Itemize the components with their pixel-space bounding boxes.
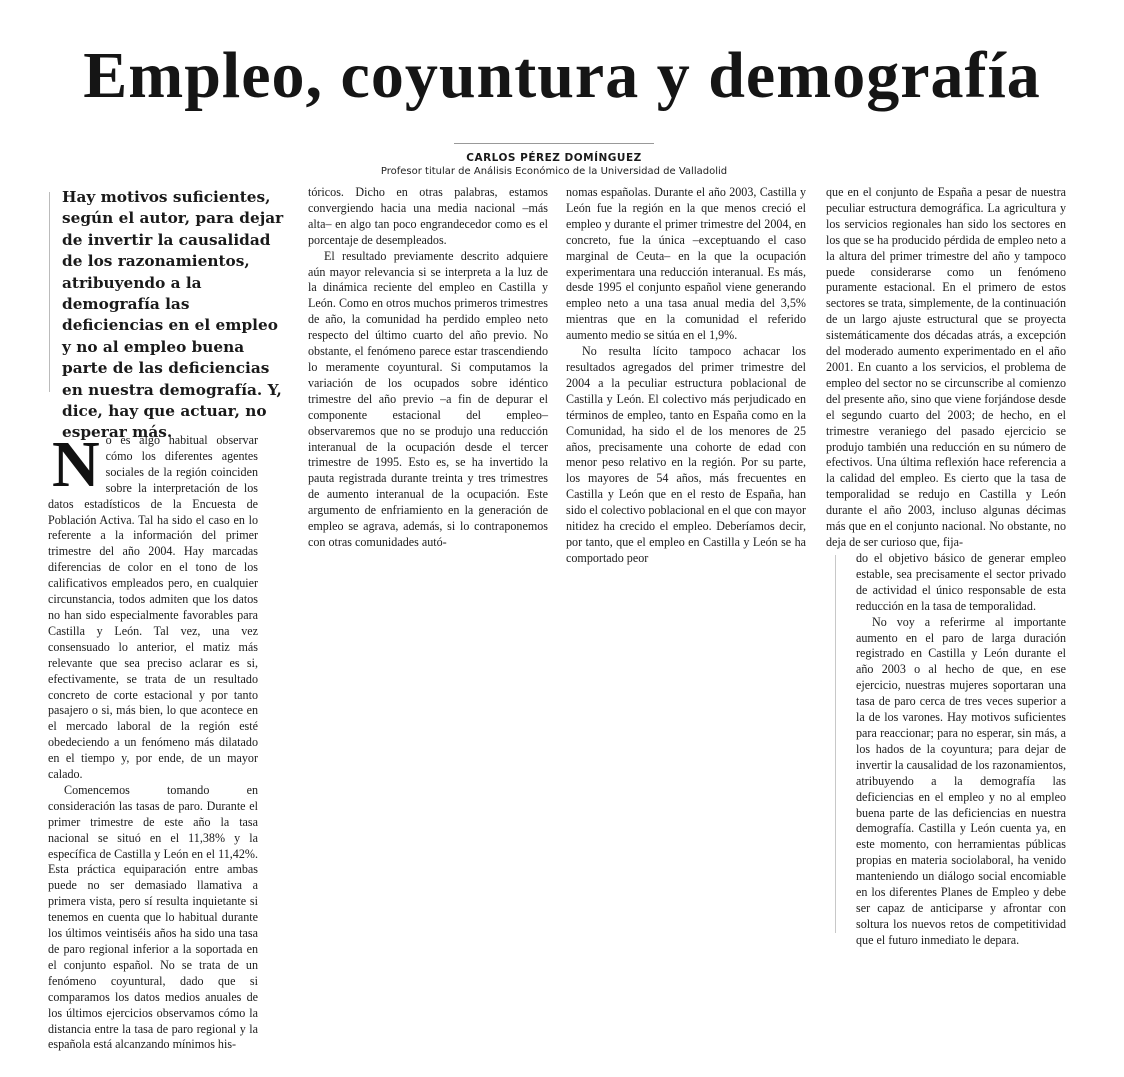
paragraph: nomas españolas. Durante el año 2003, Castilla y León fue la región en la que menos creció el empleo y durante el primer trimestre del 2004, en concreto, fue la única –exceptuando el caso marginal de Ceuta– en la que la ocupación experimentara una reducción interanual. Es más, desde 1995 el conjunto español viene generando empleo neto a una tasa anual media del 3,5% mientras que en la comunidad el referido aumento medio se sitúa en el 1,9%. — [566, 185, 806, 343]
paragraph: Comencemos tomando en consideración las tasas de paro. Durante el primer trimestre de este año la tasa nacional se situó en el 11,38% y la específica de Castilla y León en el 11,42%. Esta práctica equiparación entre ambas puede no ser demasiado llamativa a primera vista, pero sí resulta inquietante si tenemos en cuenta que lo habitual durante los últimos veintiséis años ha sido una tasa de paro regional inferior a la soportada en el conjunto español. No se trata de un fenómeno coyuntural, dado que si comparamos los datos medios anuales de los últimos ejercicios observamos cómo la distancia entre la tasa de paro regional y la española está alcanzando mínimos his- — [48, 782, 258, 1052]
column-3 — [566, 185, 806, 567]
lead-divider — [49, 192, 50, 392]
column-4-continued — [856, 551, 1066, 949]
byline-rule — [454, 143, 654, 144]
paragraph: No voy a referirme al importante aumento en el paro de larga duración registrado en Castilla y León durante el año 2003 o al hecho de que, en ese ejercicio, nuestras mujeres soportaran una tasa de paro cerca de tres veces superior a la de los varones. Hay motivos suficientes para reaccionar; para no esperar, sin más, a los hados de la coyuntura; para dejar de invertir la causalidad de los razonamientos, atribuyendo a la demografía las deficiencias en el empleo y no al empleo buena parte de las deficiencias en nuestra demografía. Castilla y León cuenta ya, en este momento, con herramientas públicas propias en materia sociolaboral, ha venido manteniendo un diálogo social encomiable en los diferentes Planes de Empleo y debe ser capaz de anticiparse y afrontar con soltura los nuevos retos de competitividad que el futuro inmediato le depara. — [856, 614, 1066, 947]
paragraph: do el objetivo básico de generar empleo estable, sea precisamente el sector privado de actividad el único responsable de esta reducción en la tasa de temporalidad. — [856, 551, 1066, 613]
paragraph: que en el conjunto de España a pesar de nuestra peculiar estructura demográfica. La agricultura y los servicios regionales han sido los sectores en los que se ha producido pérdida de empleo neto a la altura del primer trimestre del año y tampoco puede considerarse como un fenómeno puramente estacional. En el primero de estos sectores se trata, simplemente, de la continuación de un largo ajuste estructural que se proyecta sistemáticamente dos décadas atrás, a excepción del moderado aumento experimentado en el año 2001. En cuanto a los servicios, el problema de empleo del sector no se circunscribe al comienzo del presente año, sino que viene forjándose desde el segundo cuarto del 2003; de hecho, en el trimestre veraniego del pasado ejercicio se produjo también una reducción en su número de efectivos. Una última reflexión hace referencia a la calidad del empleo. Es cierto que la tasa de temporalidad se redujo en Castilla y León durante el año 2003, incluso algunas décimas más que en el conjunto nacional. No obstante, no deja de ser curioso que, fija- — [826, 185, 1066, 549]
drop-cap: N — [52, 428, 100, 501]
byline — [0, 132, 1108, 177]
paragraph: o es algo habitual observar cómo los diferentes agentes sociales de la región coinciden sobre la interpretación de los datos estadísticos de la Encuesta de Población Activa. Tal ha sido el caso en lo referente a la información del primer trimestre del año 2004. Hay marcadas diferencias de color en el tono de los calificativos empleados pero, en cualquier circunstancia, todos admiten que los datos no han sido especialmente favorables para Castilla y León. Tal vez, una vez consensuado lo anterior, el matiz más relevante que sea preciso aclarar es si, efectivamente, se trata de un resultado concreto de corte estacional y por tanto pasajero o si, más bien, lo que acontece en el mercado laboral de la región esté obedeciendo a un fenómeno más dilatado en el tiempo y, por ende, de un mayor calado. — [48, 433, 258, 782]
column-4-margin-rule — [835, 555, 836, 933]
author-name: CARLOS PÉREZ DOMÍNGUEZ — [466, 152, 642, 164]
lead-paragraph: Hay motivos suficientes, según el autor, para dejar de invertir la causalidad de los razonamientos, atribuyendo a la demografía las deficiencias en el empleo y no al empleo buena parte de las deficiencias en nuestra demografía. Y, dice, hay que actuar, no esperar más. — [62, 188, 284, 442]
headline: Empleo, coyuntura y demografía — [83, 39, 1041, 112]
paragraph: tóricos. Dicho en otras palabras, estamos convergiendo hacia una media nacional –más alta– en algo tan poco engrandecedor como es el porcentaje de desempleados. — [308, 185, 548, 247]
column-1 — [48, 428, 258, 1053]
column-4 — [826, 185, 1066, 551]
column-2 — [308, 185, 548, 551]
paragraph: El resultado previamente descrito adquiere aún mayor relevancia si se interpreta a la luz de la dinámica reciente del empleo en Castilla y León. Como en otros muchos primeros trimestres de año, la comunidad ha perdido empleo neto respecto del último cuarto del año previo. No obstante, el fenómeno parece estar trascendiendo lo meramente coyuntural. Si computamos la variación de los ocupados sobre idéntico trimestre del año previo –a fin de depurar el componente estacional del empleo– observaremos que no se produjo una reducción interanual de la ocupación desde el tercer trimestre de 1995. Esto es, se ha invertido la pauta registrada durante treinta y tres trimestres de aumento interanual de la ocupación. Este argumento de enfriamiento en la generación de empleo se agrava, además, si lo contraponemos con otras comunidades autó- — [308, 248, 548, 549]
paragraph: No resulta lícito tampoco achacar los resultados agregados del primer trimestre del 2004 a la peculiar estructura poblacional de Castilla y León. El colectivo más perjudicado en términos de empleo, tanto en España como en la Comunidad, ha sido el de los menores de 25 años, precisamente una cohorte de edad con menor peso relativo en la región. Por su parte, los mayores de 54 años, más frecuentes en Castilla y León que en el resto de España, han sido el colectivo poblacional en el que con mayor nitidez ha crecido el empleo. Deberíamos decir, por tanto, que el empleo en Castilla y León se ha comportado peor — [566, 344, 806, 565]
author-role: Profesor titular de Análisis Económico de la Universidad de Valladolid — [380, 166, 728, 177]
